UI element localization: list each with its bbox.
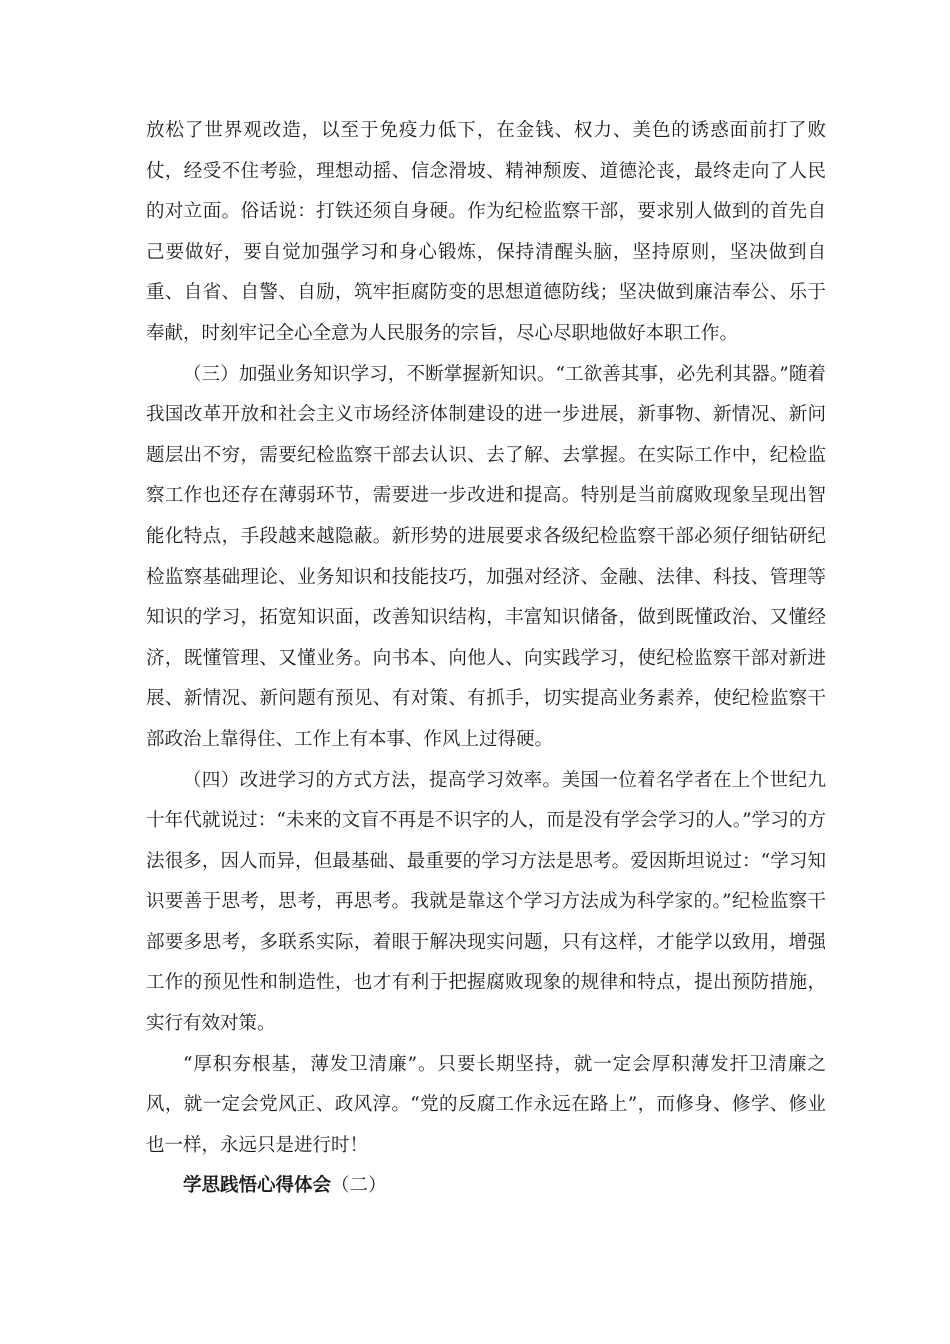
section-heading [146,1166,826,1207]
paragraph-section-four: （四）改进学习的方式方法，提高学习效率。美国一位着名学者在上个世纪九十年代就说过：“未来的文盲不再是不识字的人，而是没有学会学习的人。”学习的方法很多，因人而异，但最基础、最重要的学习方法是思考。爱因斯坦说过：“学习知识要善于思考，思考，再思考。我就是靠这个学习方法成为科学家的。”纪检监察干部要多思考，多联系实际，着眼于解决现实问题，只有这样，才能学以致用，增强工作的预见性和制造性，也才有利于把握腐败现象的规律和特点，提出预防措施，实行有效对策。 [146,769,826,1035]
section-heading-suffix: （二） [331,1175,387,1197]
document-body [146,111,826,1207]
paragraph-section-three: （三）加强业务知识学习，不断掌握新知识。“工欲善其事，必先利其器。”随着我国改革开放和社会主义市场经济体制建设的进一步进展，新事物、新情况、新问题层出不穷，需要纪检监察干部去认识、去了解、去掌握。在实际工作中，纪检监察工作也还存在薄弱环节，需要进一步改进和提高。特别是当前腐败现象呈现出智能化特点，手段越来越隐蔽。新形势的进展要求各级纪检监察干部必须仔细钻研纪检监察基础理论、业务知识和技能技巧，加强对经济、金融、法律、科技、管理等知识的学习，拓宽知识面，改善知识结构，丰富知识储备，做到既懂政治、又懂经济，既懂管理、又懂业务。向书本、向他人、向实践学习，使纪检监察干部对新进展、新情况、新问题有预见、有对策、有抓手，切实提高业务素养，使纪检监察干部政治上靠得住、工作上有本事、作风上过得硬。 [146,363,826,750]
section-heading-title: 学思践悟心得体会 [183,1175,332,1197]
paragraph-conclusion: “厚积夯根基，薄发卫清廉”。只要长期坚持，就一定会厚积薄发扞卫清廉之风，就一定会党风正、政风淳。“党的反腐工作永远在路上”，而修身、修学、修业也一样，永远只是进行时！ [146,1053,826,1156]
paragraph-continued: 放松了世界观改造，以至于免疫力低下，在金钱、权力、美色的诱惑面前打了败仗，经受不住考验，理想动摇、信念滑坡、精神颓废、道德沦丧，最终走向了人民的对立面。俗话说：打铁还须自身硬。作为纪检监察干部，要求别人做到的首先自己要做好，要自觉加强学习和身心锻炼，保持清醒头脑，坚持原则，坚决做到自重、自省、自警、自励，筑牢拒腐防变的思想道德防线；坚决做到廉洁奉公、乐于奉献，时刻牢记全心全意为人民服务的宗旨，尽心尽职地做好本职工作。 [146,120,826,344]
